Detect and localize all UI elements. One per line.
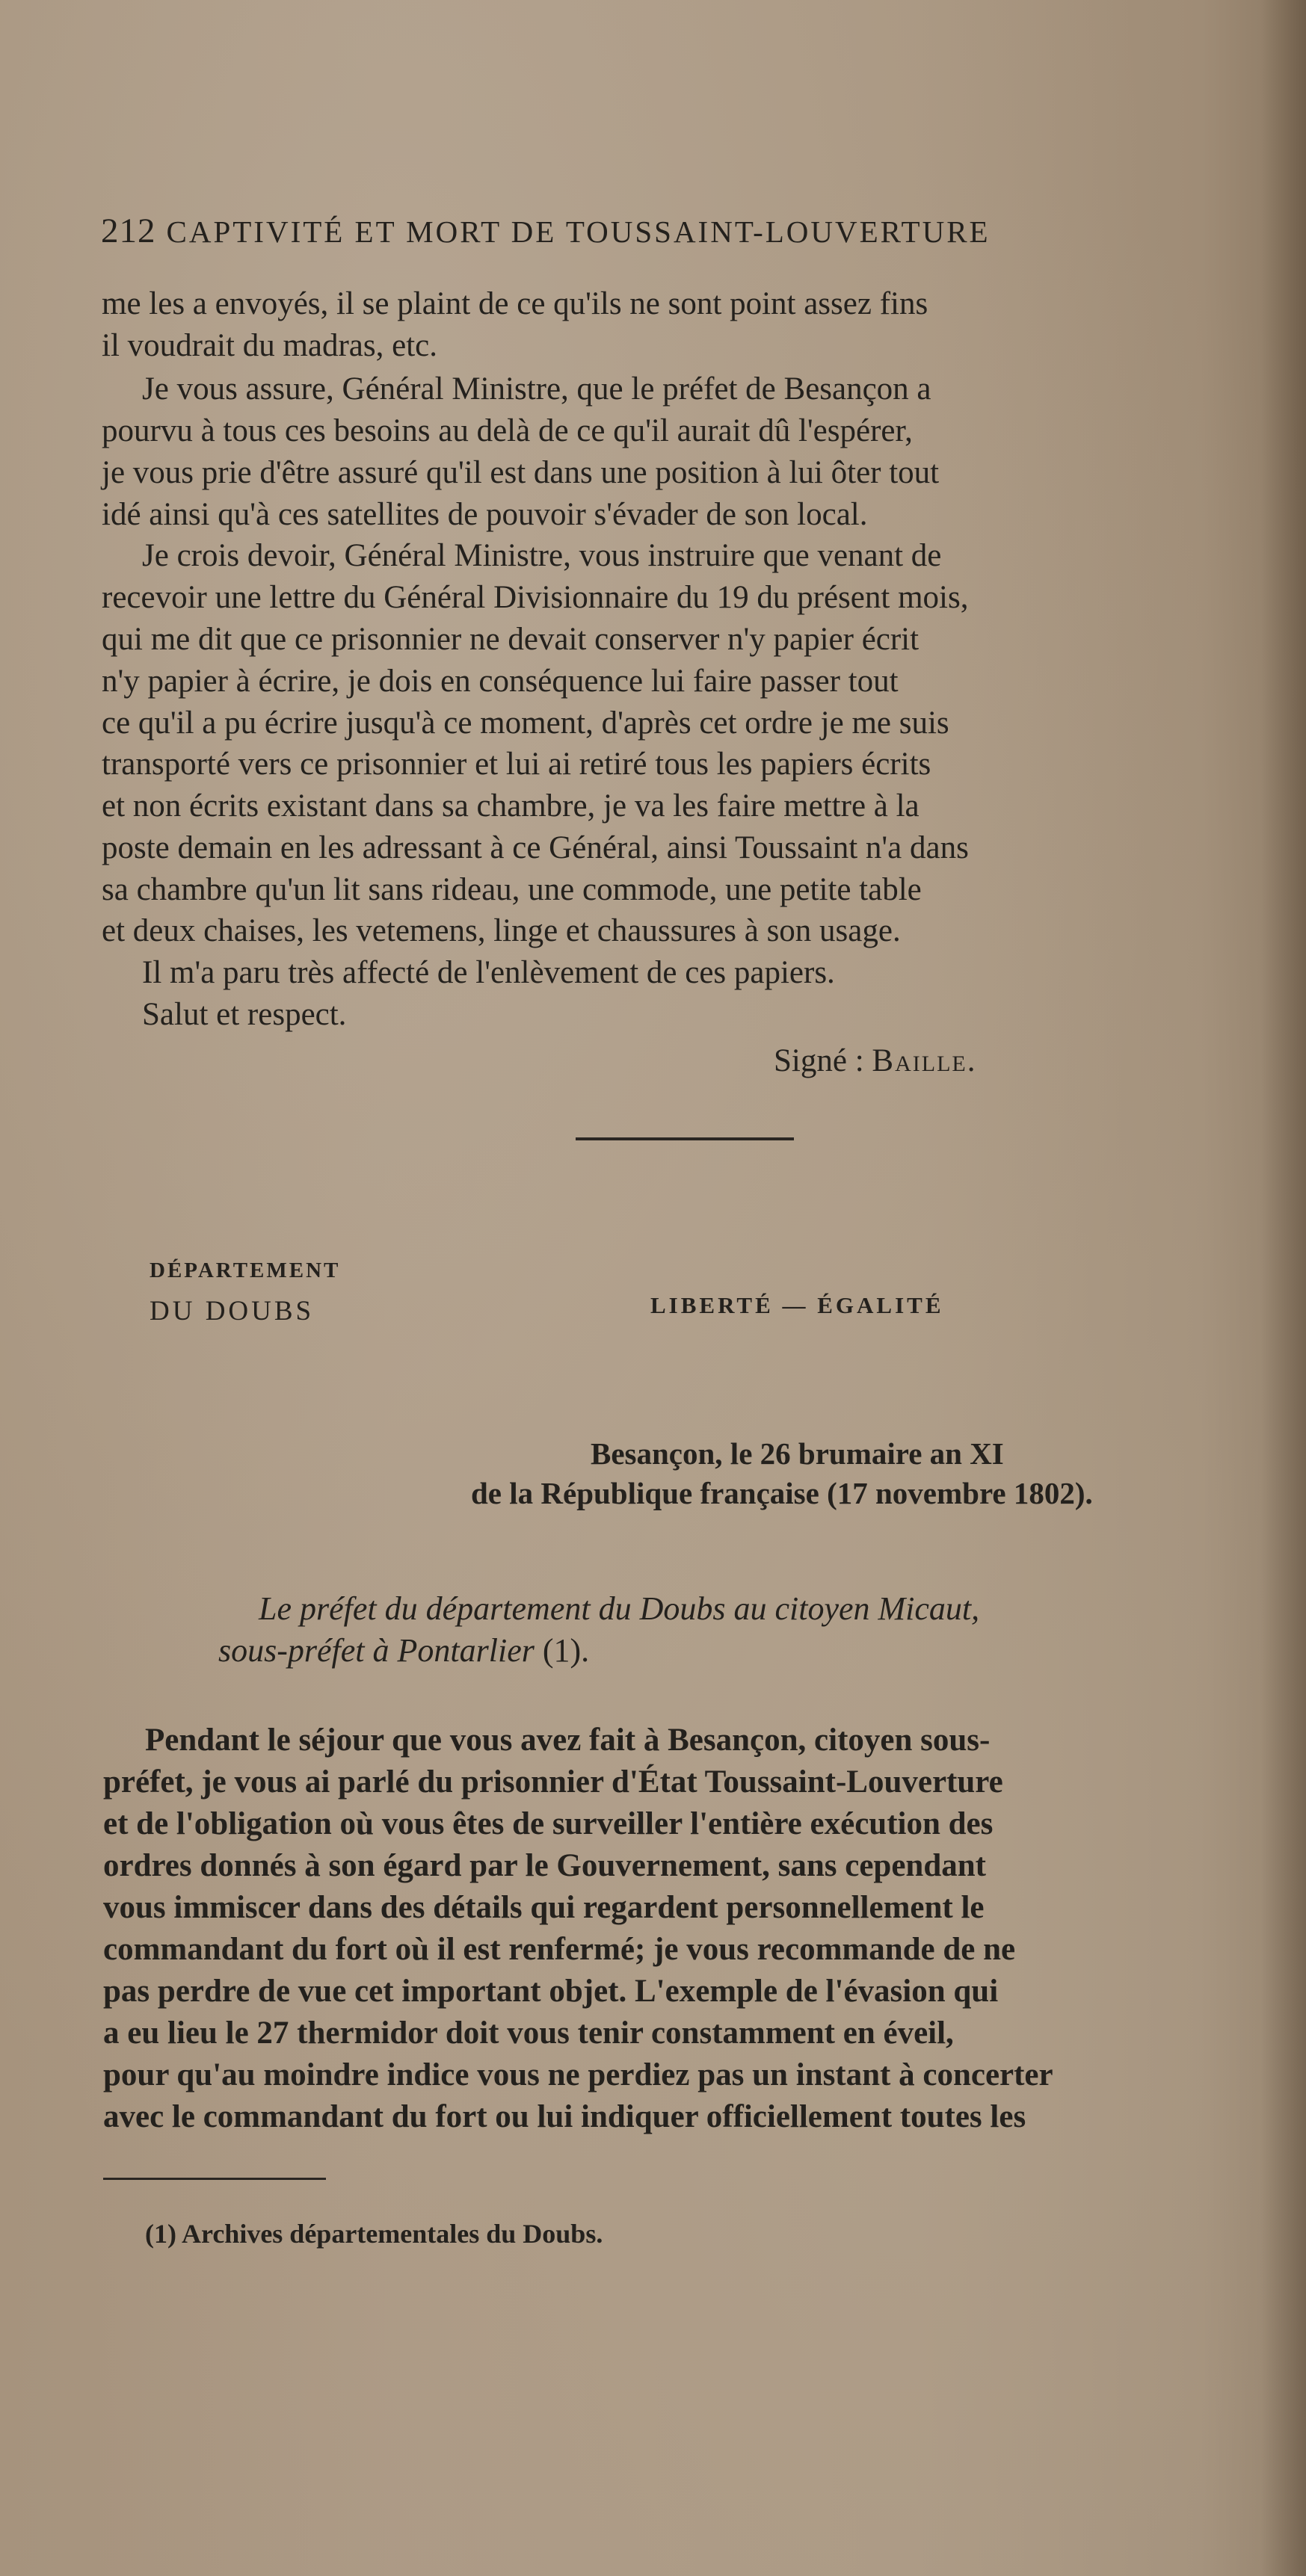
body-line: commandant du fort où il est renfermé; je vous recommande de ne [103,1932,1016,1967]
body-line: Pendant le séjour que vous avez fait à Besançon, citoyen sous- [145,1723,991,1758]
footnote-rule [103,2178,326,2180]
body-line: pas perdre de vue cet important objet. L'exemple de l'évasion qui [103,1974,999,2009]
letter1-line: transporté vers ce prisonnier et lui ai retiré tous les papiers écrits [102,747,931,782]
signature [774,1041,976,1081]
letter1-line: recevoir une lettre du Général Divisionnaire du 19 du présent mois, [102,580,969,615]
letter1-line: Je crois devoir, Général Ministre, vous instruire que venant de [142,538,942,573]
letter1-line: ce qu'il a pu écrire jusqu'à ce moment, d'après cet ordre je me suis [102,705,949,741]
body-line: pour qu'au moindre indice vous ne perdiez pas un instant à concerter [103,2057,1053,2092]
letter1-line: me les a envoyés, il se plaint de ce qu'ils ne sont point assez fins [102,286,928,321]
letter1-line: je vous prie d'être assuré qu'il est dans une position à lui ôter tout [102,455,940,490]
body-line: vous immiscer dans des détails qui regardent personnellement le [103,1890,985,1925]
letter1-line: idé ainsi qu'à ces satellites de pouvoir s'évader de son local. [102,497,868,532]
letter1-line: Il m'a paru très affecté de l'enlèvement de ces papiers. [142,955,835,990]
letter1-line: et deux chaises, les vetemens, linge et chaussures à son usage. [102,913,901,948]
address-line [218,1631,589,1671]
date-line: Besançon, le 26 brumaire an XI [591,1436,1004,1471]
page-number: 212 [101,211,156,250]
running-title: CAPTIVITÉ ET MORT DE TOUSSAINT-LOUVERTURE [166,214,991,249]
signature-prefix: Signé : [774,1043,872,1078]
republican-motto: LIBERTÉ — ÉGALITÉ [650,1292,944,1318]
letter1-line: et non écrits existant dans sa chambre, je va les faire mettre à la [102,788,920,824]
department-name: DU DOUBS [150,1296,315,1326]
body-line: et de l'obligation où vous êtes de surveiller l'entière exécution des [103,1806,994,1841]
letter1-line: poste demain en les adressant à ce Général, ainsi Toussaint n'a dans [102,830,969,865]
page-edge-shadow [1261,0,1306,2576]
address-recipient: sous-préfet à Pontarlier [218,1632,535,1669]
department-label: DÉPARTEMENT [150,1258,341,1282]
letter1-line: sa chambre qu'un lit sans rideau, une commode, une petite table [102,872,922,907]
body-line: ordres donnés à son égard par le Gouvernement, sans cependant [103,1848,986,1883]
letter1-line: qui me dit que ce prisonnier ne devait conserver n'y papier écrit [102,622,920,657]
letter1-line: Je vous assure, Général Ministre, que le préfet de Besançon a [142,371,931,407]
letter1-line: n'y papier à écrire, je dois en conséquence lui faire passer tout [102,664,899,699]
letter1-line: il voudrait du madras, etc. [102,328,437,363]
footnote-ref: (1). [542,1632,590,1669]
footnote: (1) Archives départementales du Doubs. [145,2219,603,2249]
body-line: avec le commandant du fort ou lui indiquer officiellement toutes les [103,2099,1026,2134]
body-line: a eu lieu le 27 thermidor doit vous tenir constamment en éveil, [103,2016,954,2051]
body-line: préfet, je vous ai parlé du prisonnier d'État Toussaint-Louverture [103,1764,1003,1800]
date-line: de la République française (17 novembre 1802). [471,1476,1093,1510]
letter1-line: pourvu à tous ces besoins au delà de ce qu'il aurait dû l'espérer, [102,413,913,448]
letter1-line: Salut et respect. [142,997,347,1032]
address-line: Le préfet du département du Doubs au citoyen Micaut, [259,1590,980,1627]
signature-name: Baille. [872,1043,977,1078]
section-separator [576,1137,794,1140]
running-header [101,211,991,251]
